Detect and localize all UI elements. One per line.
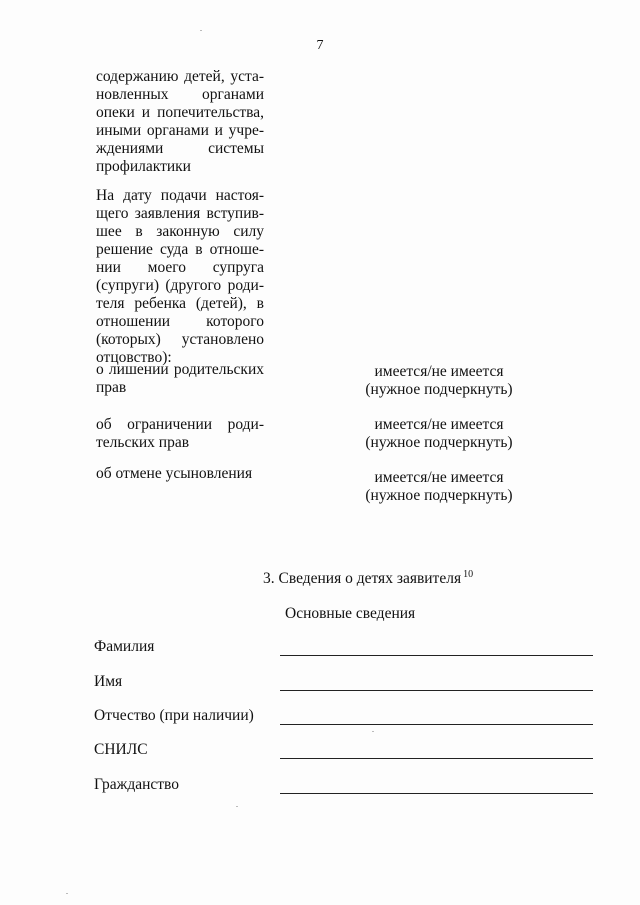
intro-line: новленных органами — [96, 86, 264, 103]
status-options[interactable]: имеется/не имеется — [374, 363, 504, 380]
rights-label-line: о лишении родительских — [96, 361, 264, 378]
court-line: (которых) установлено — [96, 331, 264, 348]
snils-input-line[interactable] — [280, 758, 593, 759]
scan-speck — [200, 30, 202, 31]
field-label-patronymic: Отчество (при наличии) — [94, 707, 254, 724]
surname-input-line[interactable] — [280, 655, 593, 656]
status-note: (нужное подчеркнуть) — [365, 487, 513, 504]
scan-speck — [236, 806, 238, 807]
rights-status-restriction[interactable] — [364, 416, 514, 452]
field-label-name: Имя — [94, 673, 123, 690]
rights-label-line: об отмене усыновления — [96, 465, 253, 482]
status-options[interactable]: имеется/не имеется — [374, 416, 504, 433]
court-line: шее в законную силу — [96, 223, 264, 240]
status-note: (нужное подчеркнуть) — [365, 434, 513, 451]
intro-line: содержанию детей, уста- — [96, 68, 264, 85]
footnote-marker: 10 — [463, 569, 474, 580]
status-options[interactable]: имеется/не имеется — [374, 469, 504, 486]
section-title — [263, 569, 473, 588]
scan-speck — [372, 731, 374, 732]
rights-status-adoption-cancel[interactable] — [364, 469, 514, 505]
court-line: решение суда в отноше- — [96, 241, 264, 258]
court-line: (супруги) (другого роди- — [96, 277, 264, 294]
court-line: На дату подачи настоя- — [96, 187, 264, 204]
rights-label-line: прав — [96, 379, 127, 396]
rights-status-deprivation[interactable] — [364, 363, 514, 399]
section-title-text: 3. Сведения о детях заявителя — [263, 570, 462, 587]
patronymic-input-line[interactable] — [280, 724, 593, 725]
scan-speck — [66, 893, 68, 894]
field-label-snils: СНИЛС — [94, 741, 148, 758]
field-label-citizenship: Гражданство — [94, 776, 180, 793]
court-line: щего заявления вступив- — [96, 205, 264, 222]
citizenship-input-line[interactable] — [280, 793, 593, 794]
intro-paragraph — [96, 68, 264, 176]
rights-label-line: тельских прав — [96, 434, 190, 451]
rights-item-restriction — [96, 416, 264, 452]
intro-line: иными органами и учре- — [96, 122, 264, 139]
rights-item-deprivation — [96, 361, 264, 397]
rights-label-line: об ограничении роди- — [96, 416, 264, 433]
page-number: 7 — [316, 38, 324, 53]
court-line: отношении которого — [96, 313, 264, 330]
intro-line: профилактики — [96, 158, 191, 175]
court-line: теля ребенка (детей), в — [96, 295, 264, 312]
status-note: (нужное подчеркнуть) — [365, 381, 513, 398]
court-decision-paragraph — [96, 187, 264, 367]
rights-item-adoption-cancel — [96, 465, 264, 483]
field-label-surname: Фамилия — [94, 638, 155, 655]
name-input-line[interactable] — [280, 690, 593, 691]
court-line: нии моего супруга — [96, 259, 264, 276]
court-line: отцовство): — [96, 349, 172, 366]
intro-line: ждениями системы — [96, 140, 264, 157]
subsection-title: Основные сведения — [285, 605, 416, 622]
intro-line: опеки и попечительства, — [96, 104, 264, 121]
